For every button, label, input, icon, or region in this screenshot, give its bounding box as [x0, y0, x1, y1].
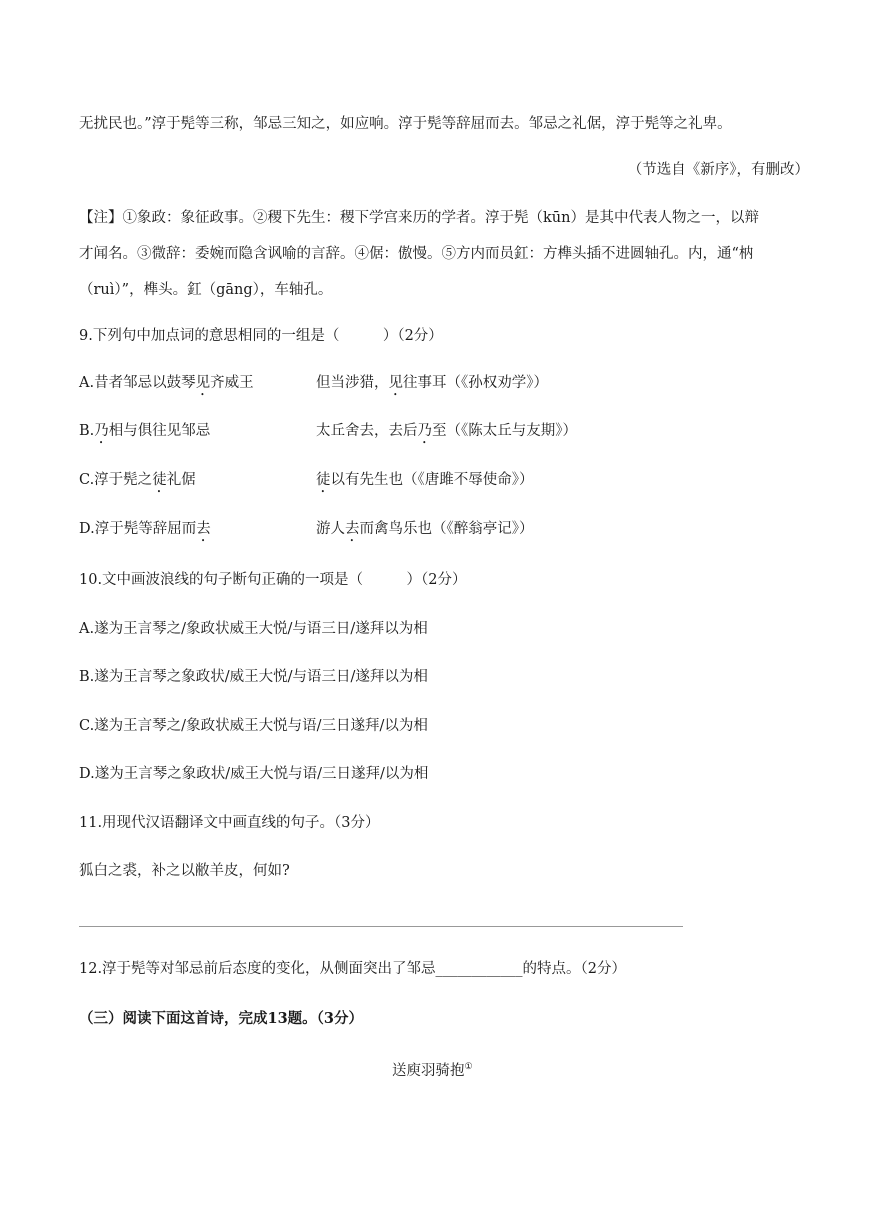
question-9-stem: 9.下列句中加点词的意思相同的一组是（ ）（2分）	[79, 328, 443, 344]
q9-option-b-left: B.乃相与俱往见邹忌	[79, 423, 211, 439]
passage-source: （节选自《新序》，有删改）	[627, 162, 809, 178]
note-line-1: 【注】①象政：象征政事。②稷下先生：稷下学宫来历的学者。淳于髡（kūn）是其中代表人物之一，以辩	[79, 210, 759, 226]
q9-option-c-left: C.淳于髡之徒礼倨	[79, 472, 196, 488]
emphasis-dot-word: 见	[195, 375, 211, 391]
question-10-stem: 10.文中画波浪线的句子断句正确的一项是（ ）（2分）	[79, 572, 467, 588]
emphasis-dot-word: 去	[196, 521, 211, 537]
q10-option-b: B.遂为王言琴之象政状/威王大悦/与语三日/遂拜以为相	[79, 669, 428, 685]
q11-sentence: 狐白之裘，补之以敝羊皮，何如?	[79, 863, 290, 879]
q9-option-c-right: 徒以有先生也（《唐雎不辱使命》）	[316, 472, 534, 488]
q10-option-d: D.遂为王言琴之象政状/威王大悦与语/三日遂拜/以为相	[79, 766, 429, 782]
emphasis-dot-word: 见	[388, 375, 403, 391]
emphasis-dot-word: 徒	[316, 472, 331, 488]
answer-line[interactable]	[79, 926, 683, 927]
section-3-heading: （三）阅读下面这首诗，完成13题。（3分）	[79, 1010, 364, 1027]
q9-option-b-right: 太丘舍去，去后乃至（《陈太丘与友期》）	[316, 423, 577, 439]
q9-option-a-right: 但当涉猎，见往事耳（《孙权劝学》）	[316, 375, 548, 391]
note-line-2: 才闻名。③微辞：委婉而隐含讽喻的言辞。④倨：傲慢。⑤方内而员釭：方榫头插不进圆轴孔。内，通“枘	[79, 246, 754, 262]
q9-option-a-left: A.昔者邹忌以鼓琴见齐威王	[79, 375, 254, 391]
question-11-stem: 11.用现代汉语翻译文中画直线的句子。（3分）	[79, 815, 380, 831]
passage-line: 无扰民也。”淳于髡等三称，邹忌三知之，如应响。淳于髡等辞屈而去。邹忌之礼倨，淳于髡等之礼卑。	[79, 116, 732, 132]
q9-option-d-left: D.淳于髡等辞屈而去	[79, 521, 211, 537]
emphasis-dot-word: 去	[345, 521, 360, 537]
question-12-stem: 12.淳于髡等对邹忌前后态度的变化，从侧面突出了邹忌____________的特点。（2分）	[79, 961, 627, 977]
q10-option-c: C.遂为王言琴之/象政状威王大悦与语/三日遂拜/以为相	[79, 718, 428, 734]
footnote-marker: ①	[464, 1062, 473, 1072]
q9-option-d-right: 游人去而禽鸟乐也（《醉翁亭记》）	[316, 521, 534, 537]
emphasis-dot-word: 乃	[94, 423, 109, 439]
note-line-3: （ruì）”，榫头。釭（gāng），车轴孔。	[79, 282, 333, 298]
emphasis-dot-word: 徒	[152, 472, 167, 488]
q10-option-a: A.遂为王言琴之/象政状威王大悦/与语三日/遂拜以为相	[79, 621, 428, 637]
poem-title: 送庾羽骑抱①	[392, 1062, 473, 1079]
emphasis-dot-word: 乃	[417, 423, 432, 439]
